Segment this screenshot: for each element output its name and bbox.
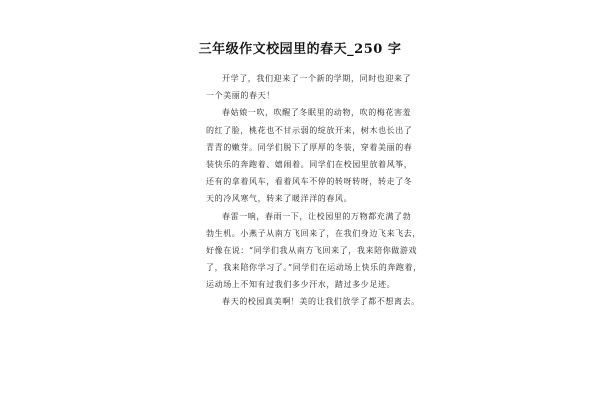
paragraph-line: 装快乐的奔跑着、嬉闹着。同学们在校园里放着风筝， — [206, 159, 413, 169]
paragraph-line: 春雷一响，春雨一下，让校园里的万物都充满了勃 — [222, 211, 412, 221]
document-title: 三年级作文校园里的春天_250 字 — [198, 42, 402, 57]
paragraph-line: 运动场上不知有过我们多少汗水，踏过多少足迹。 — [206, 280, 396, 290]
paragraph-line: 勃生机。小燕子从南方飞回来了，在我们身边飞来飞去， — [206, 228, 421, 238]
paragraph-line: 开学了，我们迎来了一个新的学期，同时也迎来了 — [222, 74, 412, 83]
paragraph-line: 还有的拿着风车，看着风车不停的转呀转呀，转走了冬 — [206, 177, 413, 187]
paragraph-line: 了，我来陪你学习了。”同学们在运动场上快乐的奔跑着， — [206, 263, 422, 273]
paragraph-line: 一个美丽的春天！ — [206, 91, 275, 101]
document-body — [206, 70, 422, 311]
paragraph-line: 春姑娘一吹，吹醒了冬眠里的动物，吹的梅花害羞 — [222, 108, 412, 118]
paragraph-line: 好像在说：“同学们我从南方飞回来了，我来陪你做游戏 — [206, 245, 418, 255]
paragraph-line: 天的冷风寒气，转来了暖洋洋的春风。 — [206, 194, 353, 204]
paragraph-line: 青青的嫩芽。同学们脱下了厚厚的冬装，穿着美丽的春 — [206, 142, 413, 152]
paragraph-line: 春天的校园真美啊！美的让我们放学了都不想离去。 — [222, 297, 420, 307]
paragraph-line: 的红了脸，桃花也不甘示弱的绽放开来，树木也长出了 — [206, 125, 413, 135]
